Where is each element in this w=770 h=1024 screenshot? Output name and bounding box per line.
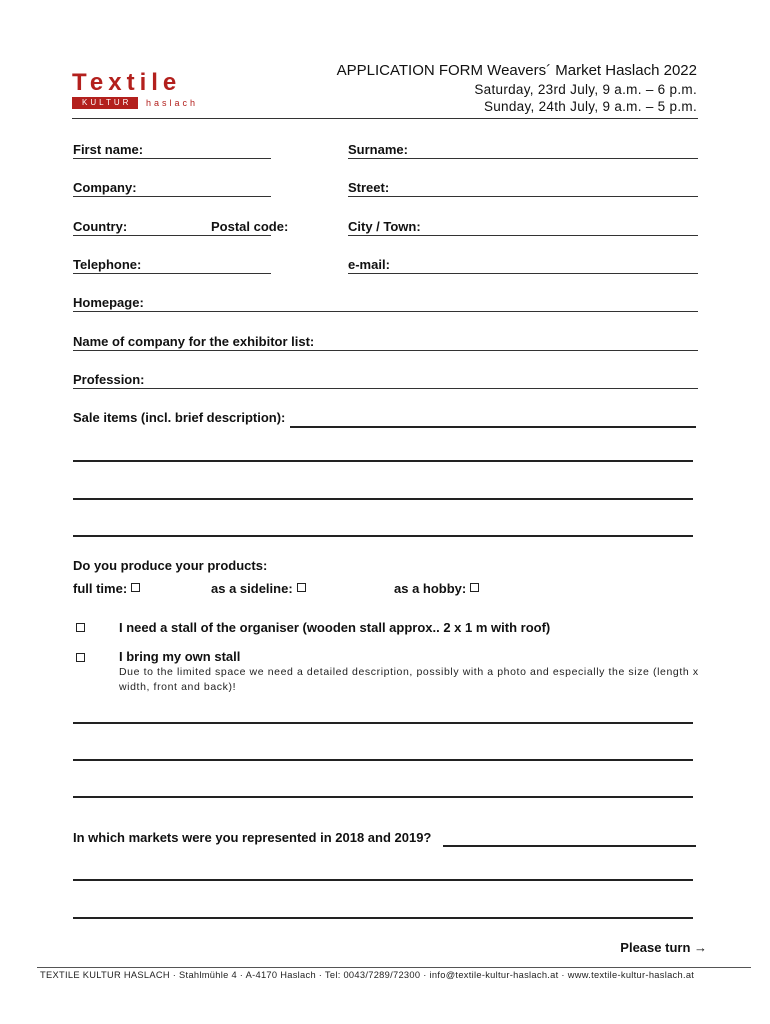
postal-code-label: Postal code: (211, 219, 289, 234)
street-label: Street: (348, 180, 390, 195)
sideline-option[interactable] (211, 581, 306, 596)
country-postal-field[interactable] (73, 235, 271, 236)
logo-bar (72, 97, 198, 109)
email-label: e-mail: (348, 257, 390, 272)
markets-answer-line-2[interactable] (73, 879, 693, 881)
footer-divider (37, 967, 751, 968)
please-turn-note: Please turn → (620, 940, 707, 955)
profession-field[interactable] (73, 388, 698, 389)
organiser-stall-label: I need a stall of the organiser (wooden stall approx.. 2 x 1 m with roof) (119, 620, 551, 635)
markets-question-label: In which markets were you represented in 2018 and 2019? (73, 830, 432, 845)
markets-answer-field[interactable] (443, 845, 696, 847)
stall-description-line-3[interactable] (73, 796, 693, 798)
homepage-label: Homepage: (73, 295, 144, 310)
telephone-field[interactable] (73, 273, 271, 274)
date-saturday: Saturday, 23rd July, 9 a.m. – 6 p.m. (474, 82, 697, 97)
footer-contact: TEXTILE KULTUR HASLACH · Stahlmühle 4 · A-4170 Haslach · Tel: 0043/7289/72300 · info@textile-kultur-haslach.at · www.textile-kultur-haslach.at (40, 970, 695, 980)
sideline-checkbox[interactable] (297, 583, 306, 592)
markets-answer-line-3[interactable] (73, 917, 693, 919)
own-stall-label: I bring my own stall (119, 649, 241, 664)
surname-label: Surname: (348, 142, 408, 157)
city-label: City / Town: (348, 219, 421, 234)
country-label: Country: (73, 219, 128, 234)
organiser-stall-checkbox[interactable] (76, 623, 85, 632)
header-divider (72, 118, 698, 119)
exhibitor-name-label: Name of company for the exhibitor list: (73, 334, 315, 349)
hobby-checkbox[interactable] (470, 583, 479, 592)
full-time-label: full time: (73, 581, 128, 596)
stall-description-line-2[interactable] (73, 759, 693, 761)
own-stall-checkbox[interactable] (76, 653, 85, 662)
street-field[interactable] (348, 196, 698, 197)
first-name-label: First name: (73, 142, 144, 157)
logo-textile: Textile (72, 69, 182, 96)
production-question: Do you produce your products: (73, 558, 268, 573)
company-field[interactable] (73, 196, 271, 197)
date-sunday: Sunday, 24th July, 9 a.m. – 5 p.m. (483, 99, 697, 114)
sale-items-line-2[interactable] (73, 460, 693, 462)
city-field[interactable] (348, 235, 698, 236)
logo-haslach: haslach (146, 98, 199, 108)
sale-items-line-3[interactable] (73, 498, 693, 500)
own-stall-note: Due to the limited space we need a detailed description, possibly with a photo and especially the size (length x width, front and back)! (119, 666, 699, 693)
company-label: Company: (73, 180, 137, 195)
email-field[interactable] (348, 273, 698, 274)
form-title: APPLICATION FORM Weavers´ Market Haslach 2022 (336, 62, 697, 79)
sale-items-field[interactable] (290, 426, 696, 428)
full-time-option[interactable] (73, 581, 140, 596)
stall-description-line-1[interactable] (73, 722, 693, 724)
sideline-label: as a sideline: (211, 581, 293, 596)
logo-kultur: KULTUR (72, 97, 138, 109)
profession-label: Profession: (73, 372, 145, 387)
sale-items-label: Sale items (incl. brief description): (73, 410, 286, 425)
surname-field[interactable] (348, 158, 698, 159)
exhibitor-name-field[interactable] (73, 350, 698, 351)
homepage-field[interactable] (73, 311, 698, 312)
hobby-label: as a hobby: (394, 581, 467, 596)
full-time-checkbox[interactable] (131, 583, 140, 592)
telephone-label: Telephone: (73, 257, 142, 272)
sale-items-line-4[interactable] (73, 535, 693, 537)
hobby-option[interactable] (394, 581, 479, 596)
first-name-field[interactable] (73, 158, 271, 159)
